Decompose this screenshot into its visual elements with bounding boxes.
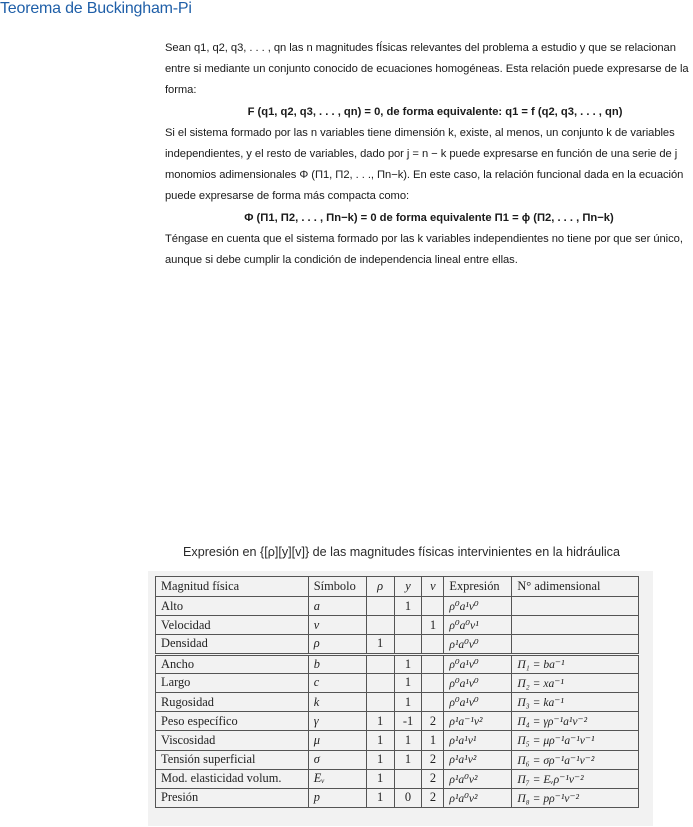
cell-adimensional bbox=[512, 616, 639, 635]
cell-magnitud: Densidad bbox=[156, 635, 309, 654]
header-adimensional: N° adimensional bbox=[512, 577, 639, 597]
cell-magnitud: Viscosidad bbox=[156, 731, 309, 750]
cell-y bbox=[394, 769, 422, 788]
cell-rho: 1 bbox=[366, 712, 394, 731]
cell-adimensional: Π₅ = μρ⁻¹a⁻¹v⁻¹ bbox=[512, 731, 639, 750]
cell-adimensional bbox=[512, 635, 639, 654]
cell-simbolo: c bbox=[308, 673, 366, 692]
header-rho: ρ bbox=[366, 577, 394, 597]
cell-simbolo: Eᵥ bbox=[308, 769, 366, 788]
cell-adimensional: Π₈ = pρ⁻¹v⁻² bbox=[512, 788, 639, 807]
table-row bbox=[156, 769, 639, 788]
cell-v: 2 bbox=[422, 750, 444, 769]
cell-magnitud: Ancho bbox=[156, 654, 309, 673]
cell-expresion: ρ⁰a¹v⁰ bbox=[444, 692, 512, 711]
table-row bbox=[156, 731, 639, 750]
cell-magnitud: Largo bbox=[156, 673, 309, 692]
cell-v bbox=[422, 692, 444, 711]
cell-simbolo: μ bbox=[308, 731, 366, 750]
cell-y: -1 bbox=[394, 712, 422, 731]
dimension-paragraph: Si el sistema formado por las n variables tiene dimensión k, existe, al menos, un conjunto k de variables independientes, y el resto de variables, dado por j = n − k puede expresarse en función de una serie de j monomios adimensionales Φ (Π1, Π2, . . ., Πn−k). En este caso, la relación funcional dada en la ecuación puede expresarse de forma más compacta como: bbox=[165, 127, 684, 202]
cell-simbolo: p bbox=[308, 788, 366, 807]
cell-expresion: ρ¹a¹v¹ bbox=[444, 731, 512, 750]
cell-expresion: ρ¹a⁻¹v² bbox=[444, 712, 512, 731]
cell-v bbox=[422, 597, 444, 616]
header-v: v bbox=[422, 577, 444, 597]
cell-adimensional: Π₄ = γρ⁻¹a¹v⁻² bbox=[512, 712, 639, 731]
cell-v bbox=[422, 635, 444, 654]
table-header-row bbox=[156, 577, 639, 597]
cell-y: 1 bbox=[394, 673, 422, 692]
table-row bbox=[156, 750, 639, 769]
cell-y: 1 bbox=[394, 597, 422, 616]
cell-expresion: ρ¹a⁰v² bbox=[444, 788, 512, 807]
cell-magnitud: Rugosidad bbox=[156, 692, 309, 711]
cell-adimensional: Π₆ = σρ⁻¹a⁻¹v⁻² bbox=[512, 750, 639, 769]
table-row bbox=[156, 673, 639, 692]
cell-rho bbox=[366, 692, 394, 711]
cell-y: 0 bbox=[394, 788, 422, 807]
cell-v bbox=[422, 673, 444, 692]
cell-simbolo: γ bbox=[308, 712, 366, 731]
cell-magnitud: Presión bbox=[156, 788, 309, 807]
cell-v: 2 bbox=[422, 712, 444, 731]
cell-rho: 1 bbox=[366, 731, 394, 750]
magnitudes-table bbox=[155, 576, 639, 808]
cell-rho: 1 bbox=[366, 769, 394, 788]
cell-y bbox=[394, 635, 422, 654]
cell-expresion: ρ¹a⁰v⁰ bbox=[444, 635, 512, 654]
table-row bbox=[156, 616, 639, 635]
cell-v: 2 bbox=[422, 769, 444, 788]
cell-rho: 1 bbox=[366, 635, 394, 654]
cell-simbolo: b bbox=[308, 654, 366, 673]
header-y: y bbox=[394, 577, 422, 597]
cell-magnitud: Alto bbox=[156, 597, 309, 616]
cell-expresion: ρ⁰a¹v⁰ bbox=[444, 597, 512, 616]
magnitudes-table-figure bbox=[148, 571, 653, 826]
intro-paragraph: Sean q1, q2, q3, . . . , qn las n magnitudes fÍsicas relevantes del problema a estudio y que se relacionan entre si mediante un conjunto conocido de ecuaciones homogéneas. Esta relación puede expresarse de la forma: bbox=[165, 42, 689, 96]
cell-v: 2 bbox=[422, 788, 444, 807]
cell-rho bbox=[366, 673, 394, 692]
cell-adimensional: Π₁ = ba⁻¹ bbox=[512, 654, 639, 673]
cell-v: 1 bbox=[422, 731, 444, 750]
header-expresion: Expresión bbox=[444, 577, 512, 597]
table-row bbox=[156, 597, 639, 616]
table-row bbox=[156, 692, 639, 711]
cell-y: 1 bbox=[394, 750, 422, 769]
cell-magnitud: Tensión superficial bbox=[156, 750, 309, 769]
cell-simbolo: a bbox=[308, 597, 366, 616]
cell-expresion: ρ⁰a¹v⁰ bbox=[444, 673, 512, 692]
cell-rho bbox=[366, 597, 394, 616]
table-row bbox=[156, 635, 639, 654]
cell-magnitud: Mod. elasticidad volum. bbox=[156, 769, 309, 788]
text-body bbox=[165, 38, 693, 271]
cell-y bbox=[394, 616, 422, 635]
table-row bbox=[156, 654, 639, 673]
table-row bbox=[156, 788, 639, 807]
cell-adimensional bbox=[512, 597, 639, 616]
cell-rho: 1 bbox=[366, 750, 394, 769]
header-simbolo: Símbolo bbox=[308, 577, 366, 597]
cell-rho: 1 bbox=[366, 788, 394, 807]
table-row bbox=[156, 712, 639, 731]
cell-v bbox=[422, 654, 444, 673]
cell-simbolo: σ bbox=[308, 750, 366, 769]
cell-rho bbox=[366, 654, 394, 673]
table-caption: Expresión en {[ρ][y][v]} de las magnitudes físicas intervinientes en la hidráulica bbox=[183, 545, 620, 559]
cell-y: 1 bbox=[394, 654, 422, 673]
cell-y: 1 bbox=[394, 731, 422, 750]
cell-adimensional: Π₃ = ka⁻¹ bbox=[512, 692, 639, 711]
cell-expresion: ρ⁰a⁰v¹ bbox=[444, 616, 512, 635]
cell-simbolo: k bbox=[308, 692, 366, 711]
cell-adimensional: Π₂ = xa⁻¹ bbox=[512, 673, 639, 692]
cell-magnitud: Velocidad bbox=[156, 616, 309, 635]
cell-simbolo: v bbox=[308, 616, 366, 635]
cell-v: 1 bbox=[422, 616, 444, 635]
cell-expresion: ρ¹a¹v² bbox=[444, 750, 512, 769]
cell-simbolo: ρ bbox=[308, 635, 366, 654]
cell-expresion: ρ⁰a¹v⁰ bbox=[444, 654, 512, 673]
cell-y: 1 bbox=[394, 692, 422, 711]
formula-general-relation: F (q1, q2, q3, . . . , qn) = 0, de forma equivalente: q1 = f (q2, q3, . . . , qn) bbox=[247, 106, 623, 118]
cell-rho bbox=[366, 616, 394, 635]
cell-expresion: ρ¹a⁰v² bbox=[444, 769, 512, 788]
formula-dimensionless-relation: Φ (Π1, Π2, . . . , Πn−k) = 0 de forma equivalente Π1 = ϕ (Π2, . . . , Πn−k) bbox=[244, 212, 614, 224]
note-paragraph: Téngase en cuenta que el sistema formado por las k variables independientes no tiene por que ser único, aunque si debe cumplir la condición de independencia lineal entre ellas. bbox=[165, 233, 683, 266]
page-title: Teorema de Buckingham-Pi bbox=[0, 0, 192, 17]
cell-adimensional: Π₇ = Eᵥρ⁻¹v⁻² bbox=[512, 769, 639, 788]
cell-magnitud: Peso específico bbox=[156, 712, 309, 731]
header-magnitud: Magnitud física bbox=[156, 577, 309, 597]
